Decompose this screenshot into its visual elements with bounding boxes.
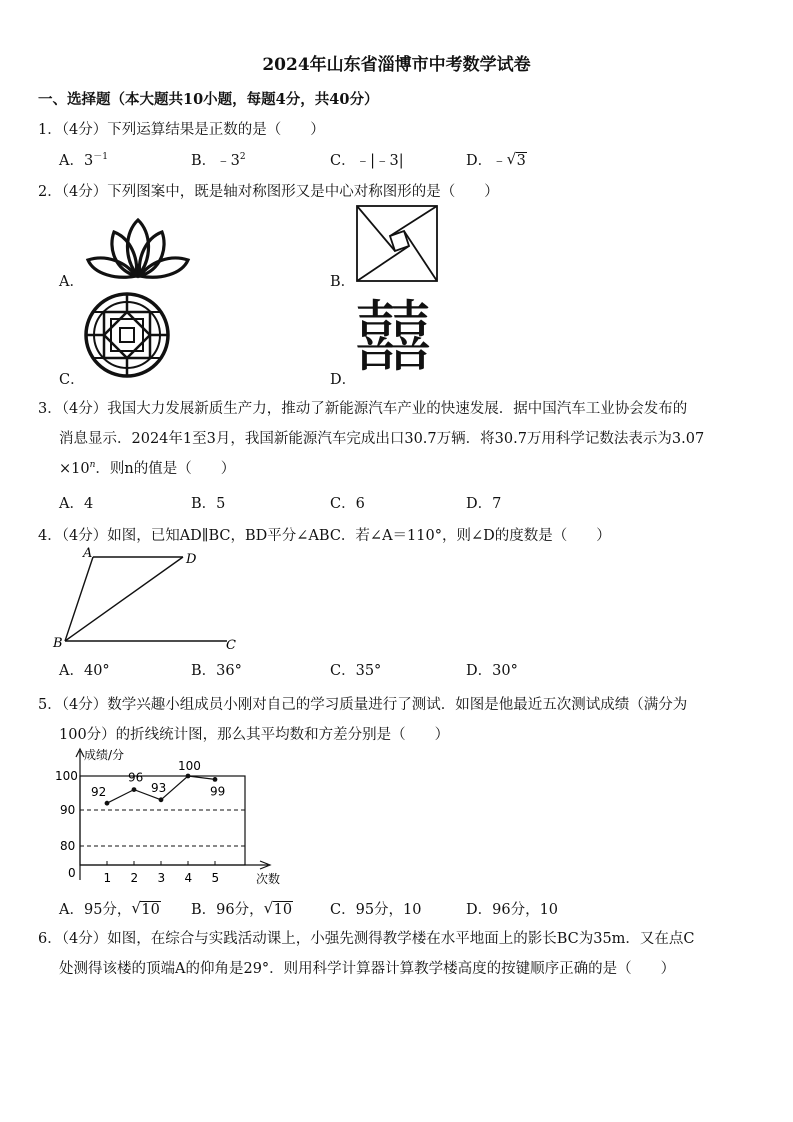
q2-option-c-label[interactable]: C． <box>59 372 85 388</box>
q5-option-d[interactable]: D．96分，10 <box>466 902 559 918</box>
data-label: 96 <box>128 770 144 785</box>
q4-stem: 4．（4分）如图，已知AD∥BC，BD平分∠ABC．若∠A＝110°，则∠D的度数是（ ） <box>38 528 611 544</box>
q3-option-c[interactable]: C．6 <box>330 496 365 512</box>
q5-option-c[interactable]: C．95分，10 <box>330 902 422 918</box>
option-label: B． <box>191 153 217 169</box>
q1-b-base: ﹣3 <box>216 153 240 169</box>
x-tick-label: 5 <box>211 871 220 885</box>
q3-line1: 3．（4分）我国大力发展新质生产力，推动了新能源汽车产业的快速发展．据中国汽车工业协会发布的 <box>38 401 688 417</box>
sqrt-sign: √ 10 <box>131 899 160 918</box>
x-axis-label: 次数 <box>256 872 281 886</box>
q3-times-ten: ×10 <box>59 461 90 477</box>
q3-option-b[interactable]: B．5 <box>191 496 226 512</box>
q1-b-exp: 2 <box>239 152 246 162</box>
q1-option-b[interactable] <box>191 149 246 170</box>
data-point <box>132 787 137 792</box>
q4-option-b[interactable]: B．36° <box>191 663 242 679</box>
q4-option-c[interactable]: C．35° <box>330 663 382 679</box>
x-tick-label: 3 <box>157 871 166 885</box>
origin-label: 0 <box>68 866 76 880</box>
q1-c-text: ﹣|﹣3| <box>355 153 404 169</box>
sqrt-sign: √ 3 <box>506 150 526 169</box>
q5-a-text: A．95分， <box>59 902 132 918</box>
data-label: 100 <box>178 759 201 773</box>
data-point <box>186 774 191 779</box>
sqrt-sign: √ 10 <box>263 899 293 918</box>
q1-a-base: 3 <box>83 153 94 169</box>
q3-exponent: n <box>89 460 96 470</box>
circle-lattice-pattern <box>84 292 170 378</box>
y-tick-label: 100 <box>55 769 78 783</box>
q2-option-a-label[interactable]: A． <box>59 274 84 290</box>
q1-option-a[interactable] <box>59 149 108 170</box>
data-label: 92 <box>91 785 107 800</box>
q4-option-d[interactable]: D．30° <box>466 663 518 679</box>
data-point <box>105 801 110 806</box>
y-axis-label: 成绩/分 <box>84 748 125 762</box>
q5-line2: 100分）的折线统计图，那么其平均数和方差分别是（ ） <box>59 727 450 743</box>
q2-option-b-label[interactable]: B． <box>330 274 356 290</box>
y-tick-label: 90 <box>60 803 76 817</box>
x-tick-label: 4 <box>184 871 193 885</box>
data-label: 93 <box>151 780 167 795</box>
point-c-label: C <box>226 638 236 653</box>
option-label: C． <box>330 153 356 169</box>
q5-option-a[interactable] <box>59 898 161 919</box>
data-point <box>159 797 164 802</box>
q1-d-minus: ﹣ <box>492 153 507 169</box>
q6-stem <box>38 924 756 984</box>
q3-line3 <box>38 454 756 484</box>
q1-stem: 1．（4分）下列运算结果是正数的是（ ） <box>38 122 325 138</box>
q3-line2: 消息显示．2024年1至3月，我国新能源汽车完成出口30.7万辆．将30.7万用科学记数法表示为3.07 <box>59 431 705 447</box>
point-a-label: A <box>83 546 93 561</box>
lotus-pattern <box>86 218 190 282</box>
q1-d-radicand: 3 <box>516 153 526 169</box>
q5-b-text: B．96分， <box>191 902 264 918</box>
q5-b-radicand: 10 <box>273 902 293 918</box>
q4-option-a[interactable]: A．40° <box>59 663 110 679</box>
q5-a-radicand: 10 <box>141 902 160 918</box>
q6-line2: 处测得该楼的顶端A的仰角是29°．则用科学计算器计算教学楼高度的按键顺序正确的是（ ） <box>59 961 676 977</box>
x-tick-label: 2 <box>130 871 139 885</box>
data-label: 99 <box>210 784 226 799</box>
q1-option-c[interactable] <box>330 149 404 170</box>
q3-option-d[interactable]: D．7 <box>466 496 502 512</box>
q2-stem: 2．（4分）下列图案中，既是轴对称图形又是中心对称图形的是（ ） <box>38 184 499 200</box>
q3-stem <box>38 394 756 484</box>
data-point <box>213 777 218 782</box>
option-label: D． <box>466 153 493 169</box>
y-tick-label: 80 <box>60 839 76 853</box>
x-tick-label: 1 <box>103 871 112 885</box>
q6-line1: 6．（4分）如图，在综合与实践活动课上，小强先测得教学楼在水平地面上的影长BC为35m．又在点C <box>38 931 695 947</box>
q3-tail: ．则n的值是（ ） <box>95 461 236 477</box>
q5-stem <box>38 690 756 750</box>
score-line-chart <box>56 745 296 890</box>
option-label: A． <box>59 153 84 169</box>
q1-a-exp: －1 <box>93 152 108 162</box>
page-title: 2024年山东省淄博市中考数学试卷 <box>262 55 531 75</box>
section-heading: 一、选择题（本大题共10小题，每题4分，共40分） <box>38 91 379 108</box>
trapezoid-figure <box>50 545 250 653</box>
q5-option-b[interactable] <box>191 898 293 919</box>
double-happiness-glyph: 囍 <box>354 293 433 383</box>
q2-option-d-label[interactable]: D． <box>330 372 357 388</box>
point-d-label: D <box>186 552 197 567</box>
q1-option-d[interactable] <box>466 149 527 170</box>
point-b-label: B <box>53 636 63 651</box>
q3-option-a[interactable]: A．4 <box>59 496 94 512</box>
q5-line1: 5．（4分）数学兴趣小组成员小刚对自己的学习质量进行了测试．如图是他最近五次测试成绩（满分为 <box>38 697 688 713</box>
pinwheel-square-pattern <box>356 205 438 282</box>
